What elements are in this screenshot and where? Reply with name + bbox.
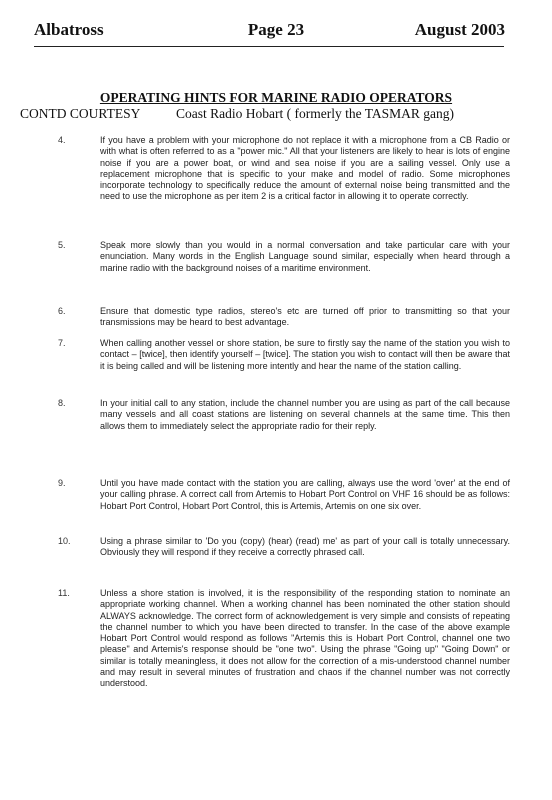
item-text: In your initial call to any station, include the channel number you are using as part of the call because many vessels and all coast stations are listening on several channels at the same time. This then allows them to immediately select the appropriate radio for their reply.: [100, 398, 510, 431]
header-rule: [34, 46, 504, 47]
item-number: 5.: [58, 240, 66, 250]
item-text: Unless a shore station is involved, it is the responsibility of the responding station to nominate an appropriate working channel. When a working channel has been nominated the other station should ALWAYS acknowledge. The correct form of acknowledgement is very simple and consists of repeating the channel number to which you have been directed to transfer. In the case of the above example Hobart Port Control would respond as follows "Artemis this is Hobart Port Control, channel one two please" and Artemis's response should be "one two". Using the phrase "Going up" "Going Down" or similar is totally meaningless, it does not allow for the correction of a mis-understood channel number and may result in several minutes of frustration and chaos if the channel number was not correctly understood.: [100, 588, 510, 689]
article-credit-source: Coast Radio Hobart ( formerly the TASMAR gang): [176, 106, 455, 121]
item-number: 8.: [58, 398, 66, 408]
item-number: 11.: [58, 588, 70, 598]
item-text: Using a phrase similar to 'Do you (copy) (hear) (read) me' as part of your call is totally unnecessary. Obviously they will respond if they receive a correctly phrased call.: [100, 536, 510, 558]
item-number: 10.: [58, 536, 71, 546]
item-text: Ensure that domestic type radios, stereo's etc are turned off prior to transmitting so that your transmissions may be heard to best advantage.: [100, 306, 510, 328]
item-text: Speak more slowly than you would in a normal conversation and take particular care with your enunciation. Many words in the English Language sound similar, especially when heard through a marine radio with the background noises of a maritime environment.: [100, 240, 510, 273]
item-text: Until you have made contact with the station you are calling, always use the word 'over' at the end of your calling phrase. A correct call from Artemis to Hobart Port Control on VHF 16 should be as follows: Hobart Port Control, Hobart Port Control, this is Artemis, Artemis on one six over.: [100, 478, 510, 511]
item-text: If you have a problem with your microphone do not replace it with a microphone from a CB Radio or with what is often referred to as a "power mic." All that your listeners are likely to hear is lots of engine noise if you are a power boat, or wind and sea noise if you are a sailing vessel. Only use a replacement microphone that is specific to your make and model of radio. Some microphones incorporate technology to specifically reduce the amount of external noise being transmitted and the need to use the microphone as per item 2 is a critical factor in allowing it to operate correctly.: [100, 135, 510, 202]
item-number: 7.: [58, 338, 66, 348]
item-number: 4.: [58, 135, 66, 145]
article-credit-label: CONTD COURTESY: [20, 106, 141, 121]
publication-name: Albatross: [34, 20, 104, 39]
item-number: 6.: [58, 306, 66, 316]
page-number: Page 23: [247, 20, 305, 39]
issue-date: August 2003: [414, 20, 505, 39]
article-title: OPERATING HINTS FOR MARINE RADIO OPERATORS: [99, 90, 453, 105]
item-text: When calling another vessel or shore station, be sure to firstly say the name of the station you wish to contact – [twice], then identify yourself – [twice]. The station you wish to contact will then be aware that it is being called and will be listening more intently and hear the name of the station calling.: [100, 338, 510, 371]
item-number: 9.: [58, 478, 66, 488]
